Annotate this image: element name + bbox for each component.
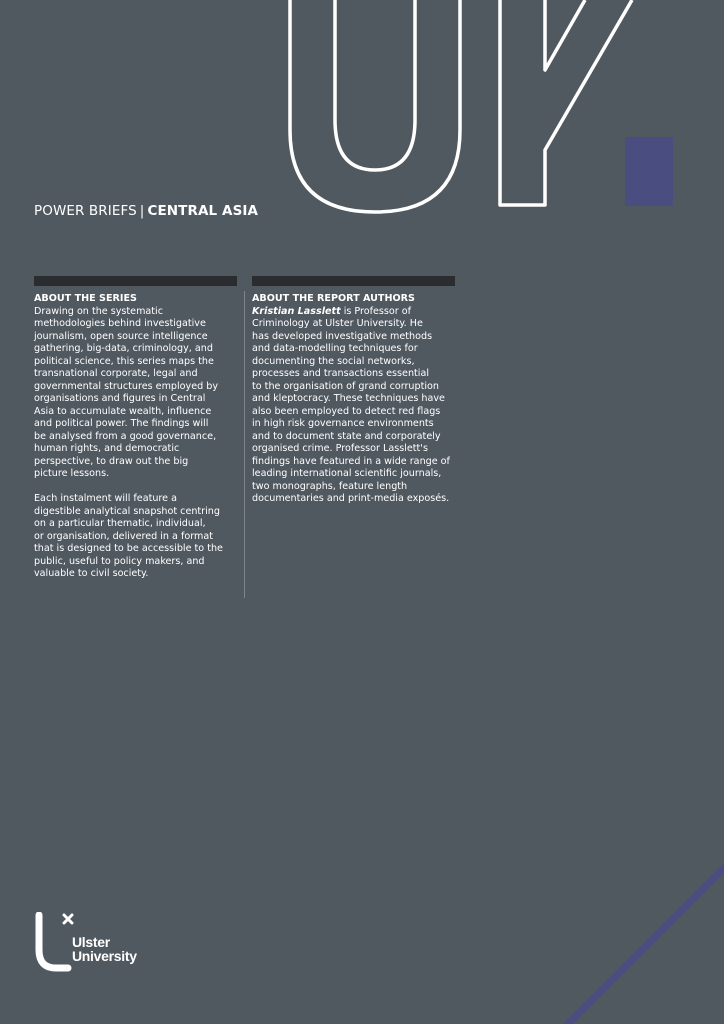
about-authors-column <box>252 293 462 506</box>
about-series-heading: ABOUT THE SERIES <box>34 293 137 304</box>
about-authors-heading: ABOUT THE REPORT AUTHORS <box>252 293 415 304</box>
about-series-paragraph: Drawing on the systematic methodologies behind investigative journalism, open source intelligence gathering, big-data, criminology, and political science, this series maps the transnational corporate, legal and governmental structures employed by organisations and figures in Central Asia to accumulate wealth, influence and political power. The findings will be analysed from a good governance, human rights, and democratic perspective, to draw out the big picture lessons. <box>34 305 219 479</box>
ulster-logo-icon <box>34 912 74 972</box>
author-bio <box>252 306 462 506</box>
left-column-bar <box>34 276 237 286</box>
series-title <box>34 203 258 219</box>
column-divider <box>244 291 245 598</box>
logo-line-university: University <box>72 948 137 964</box>
series-region: CENTRAL ASIA <box>147 203 259 219</box>
about-series-paragraph: Each instalment will feature a digestible analytical snapshot centring on a particular thematic, individual, or organisation, delivered in a format that is designed to be accessible to the public, useful to policy makers, and valuable to civil society. <box>34 493 223 579</box>
accent-square <box>625 137 673 206</box>
series-name: POWER BRIEFS <box>34 203 137 219</box>
title-separator: | <box>139 203 145 219</box>
logo-line-ulster: Ulster <box>72 934 110 950</box>
issue-number-outline <box>0 0 724 215</box>
ulster-university-logo[interactable] <box>34 912 144 972</box>
right-column-bar <box>252 276 455 286</box>
author-bio-first-line: is Professor of <box>340 305 412 317</box>
logo-wordmark <box>72 935 137 963</box>
about-series-column <box>34 293 239 581</box>
author-name: Kristian Lasslett <box>252 305 341 317</box>
author-bio-text: Criminology at Ulster University. He has developed investigative methods and data-modelling techniques for documenting the social networks, processes and transactions essential to the organisation of grand corruption and kleptocracy. These techniques have also been employed to detect red flags in high risk governance environments and to document state and corporately organised crime. Professor Lasslett's findings have featured in a wide range of leading international scientific journals, two monographs, feature length documentaries and print-media exposés. <box>252 318 450 504</box>
